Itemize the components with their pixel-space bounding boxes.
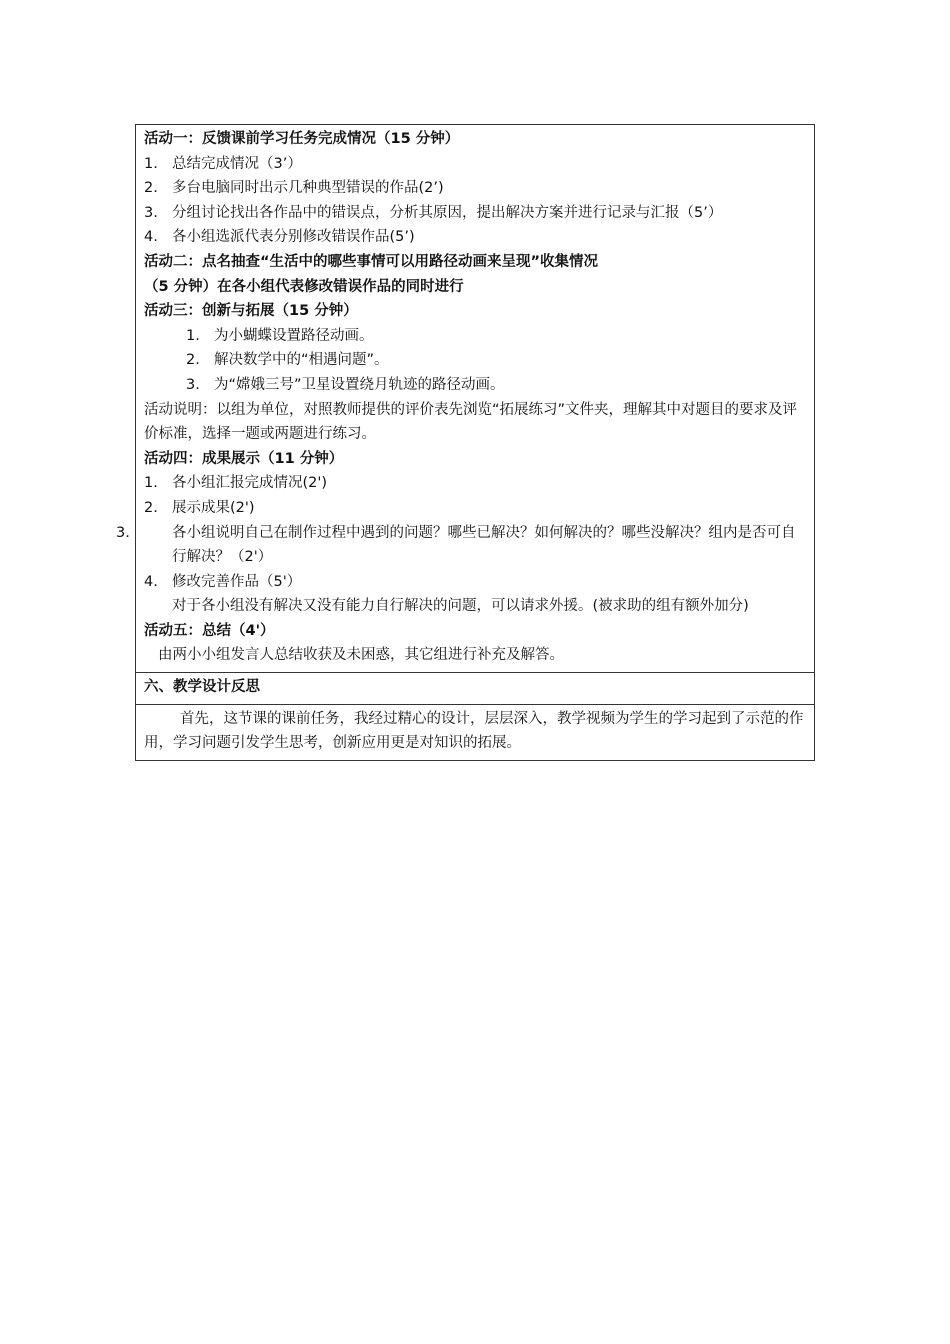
list-item: 2. 解决数学中的“相遇问题”。: [186, 352, 389, 369]
activity-1-title: 活动一：反馈课前学习任务完成情况（15 分钟）: [144, 131, 460, 147]
reflection-title: 六、教学设计反思: [144, 679, 260, 696]
activity-5-title: 活动五：总结（4'）: [144, 622, 275, 639]
list-item: 2. 展示成果(2'): [144, 499, 255, 516]
activity-5-text: 由两小小组发言人总结收获及未困惑，其它组进行补充及解答。: [158, 647, 564, 664]
activities-cell: [116, 125, 814, 672]
list-item: 4. 修改完善作品（5'）: [144, 573, 302, 590]
list-item: 4. 各小组选派代表分别修改错误作品(5’): [144, 229, 415, 246]
list-item: 1. 总结完成情况（3’）: [144, 155, 302, 172]
list-item: 3. 为“嫦娥三号”卫星设置绕月轨迹的路径动画。: [186, 376, 505, 393]
list-item: 3. 分组讨论找出各作品中的错误点，分析其原因，提出解决方案并进行记录与汇报（5’）: [144, 204, 723, 221]
activity-3-title: 活动三：创新与拓展（15 分钟）: [144, 303, 358, 320]
list-item: 1. 各小组汇报完成情况(2'): [144, 475, 328, 492]
reflection-text: 首先，这节课的课前任务，我经过精心的设计，层层深入，教学视频为学生的学习起到了示范的作用，学习问题引发学生思考，创新应用更是对知识的拓展。: [144, 710, 804, 752]
list-item: 1. 为小蝴蝶设置路径动画。: [186, 327, 374, 344]
activity-2-title: 活动二：点名抽查“生活中的哪些事情可以用路径动画来呈现”收集情况: [144, 253, 599, 270]
reflection-heading-cell: [136, 672, 814, 704]
activity-3-note: 活动说明：以组为单位，对照教师提供的评价表先浏览“拓展练习”文件夹，理解其中对题目的要求及评价标准，选择一题或两题进行练习。: [144, 401, 798, 443]
activity-4-title: 活动四：成果展示（11 分钟）: [144, 450, 344, 467]
lesson-table: [116, 124, 815, 761]
list-item: 3. 各小组说明自己在制作过程中遇到的问题？哪些已解决？如何解决的？哪些没解决？组内是否可自行解决？（2'）: [116, 524, 796, 566]
list-item: 2. 多台电脑同时出示几种典型错误的作品(2’): [144, 180, 444, 197]
activity-2-subtitle: （5 分钟）在各小组代表修改错误作品的同时进行: [144, 278, 464, 295]
activity-4-note: 对于各小组没有解决又没有能力自行解决的问题，可以请求外援。(被求助的组有额外加分): [172, 598, 749, 615]
reflection-body-cell: [136, 704, 814, 760]
